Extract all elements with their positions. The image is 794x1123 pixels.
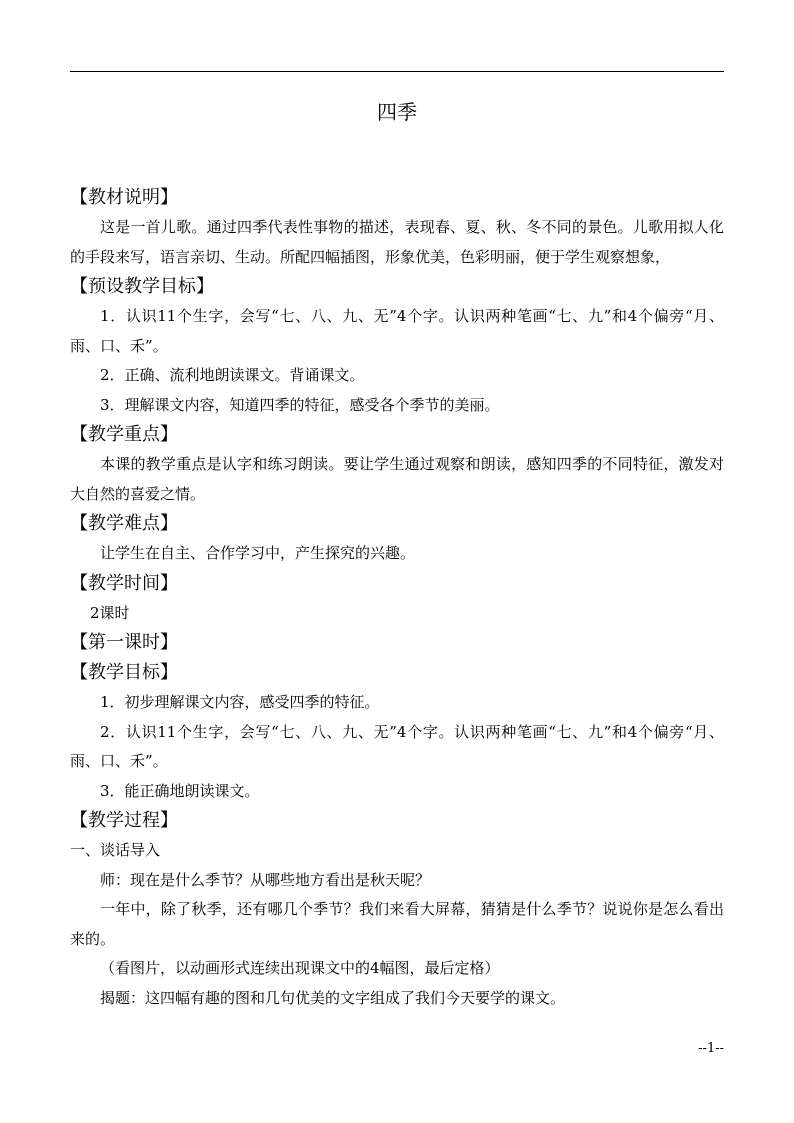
process-paragraph-2: 一年中，除了秋季，还有哪几个季节？我们来看大屏幕，猜猜是什么季节？说说你是怎么看出来的。 [70, 900, 724, 948]
header-rule [70, 71, 724, 72]
heading-preset-goals: 【预设教学目标】 [70, 276, 214, 297]
document-body [70, 183, 724, 1013]
heading-difficulties: 【教学难点】 [70, 513, 178, 534]
preset-goal-3: 3．理解课文内容，知道四季的特征，感受各个季节的美丽。 [100, 395, 500, 414]
page-number: --1-- [698, 1041, 724, 1056]
process-paragraph-1: 师：现在是什么季节？从哪些地方看出是秋天呢？ [100, 870, 431, 889]
heading-materials: 【教材说明】 [70, 187, 178, 208]
difficulties-text: 让学生在自主、合作学习中，产生探究的兴趣。 [100, 544, 416, 562]
time-text: 2课时 [90, 603, 130, 622]
heading-process: 【教学过程】 [70, 810, 178, 831]
goal-3: 3．能正确地朗读课文。 [100, 781, 260, 800]
process-paragraph-4: 揭题：这四幅有趣的图和几句优美的文字组成了我们今天要学的课文。 [100, 988, 566, 1007]
key-points-text: 本课的教学重点是认字和练习朗读。要让学生通过观察和朗读，感知四季的不同特征，激发对大自然的喜爱之情。 [70, 455, 724, 503]
heading-goals: 【教学目标】 [70, 662, 178, 683]
heading-time: 【教学时间】 [70, 572, 178, 594]
heading-first-lesson: 【第一课时】 [70, 632, 178, 653]
goal-1: 1．初步理解课文内容，感受四季的特征。 [100, 693, 380, 711]
preset-goal-2: 2．正确、流利地朗读课文。背诵课文。 [100, 366, 365, 384]
goal-2: 2．认识11个生字，会写“七、八、九、无”4个字。认识两种笔画“七、九”和4个偏旁“月、雨、口、禾”。 [70, 722, 724, 770]
page-title: 四季 [377, 100, 417, 124]
preset-goal-1: 1．认识11个生字，会写“七、八、九、无”4个字。认识两种笔画“七、九”和4个偏旁“月、雨、口、禾”。 [70, 307, 724, 355]
materials-text: 这是一首儿歌。通过四季代表性事物的描述，表现春、夏、秋、冬不同的景色。儿歌用拟人化的手段来写，语言亲切、生动。所配四幅插图，形象优美，色彩明丽，便于学生观察想象， [70, 218, 724, 266]
heading-key-points: 【教学重点】 [70, 424, 178, 445]
process-paragraph-3: （看图片，以动画形式连续出现课文中的4幅图，最后定格） [100, 959, 500, 977]
process-step-1: 一、谈话导入 [70, 841, 161, 859]
